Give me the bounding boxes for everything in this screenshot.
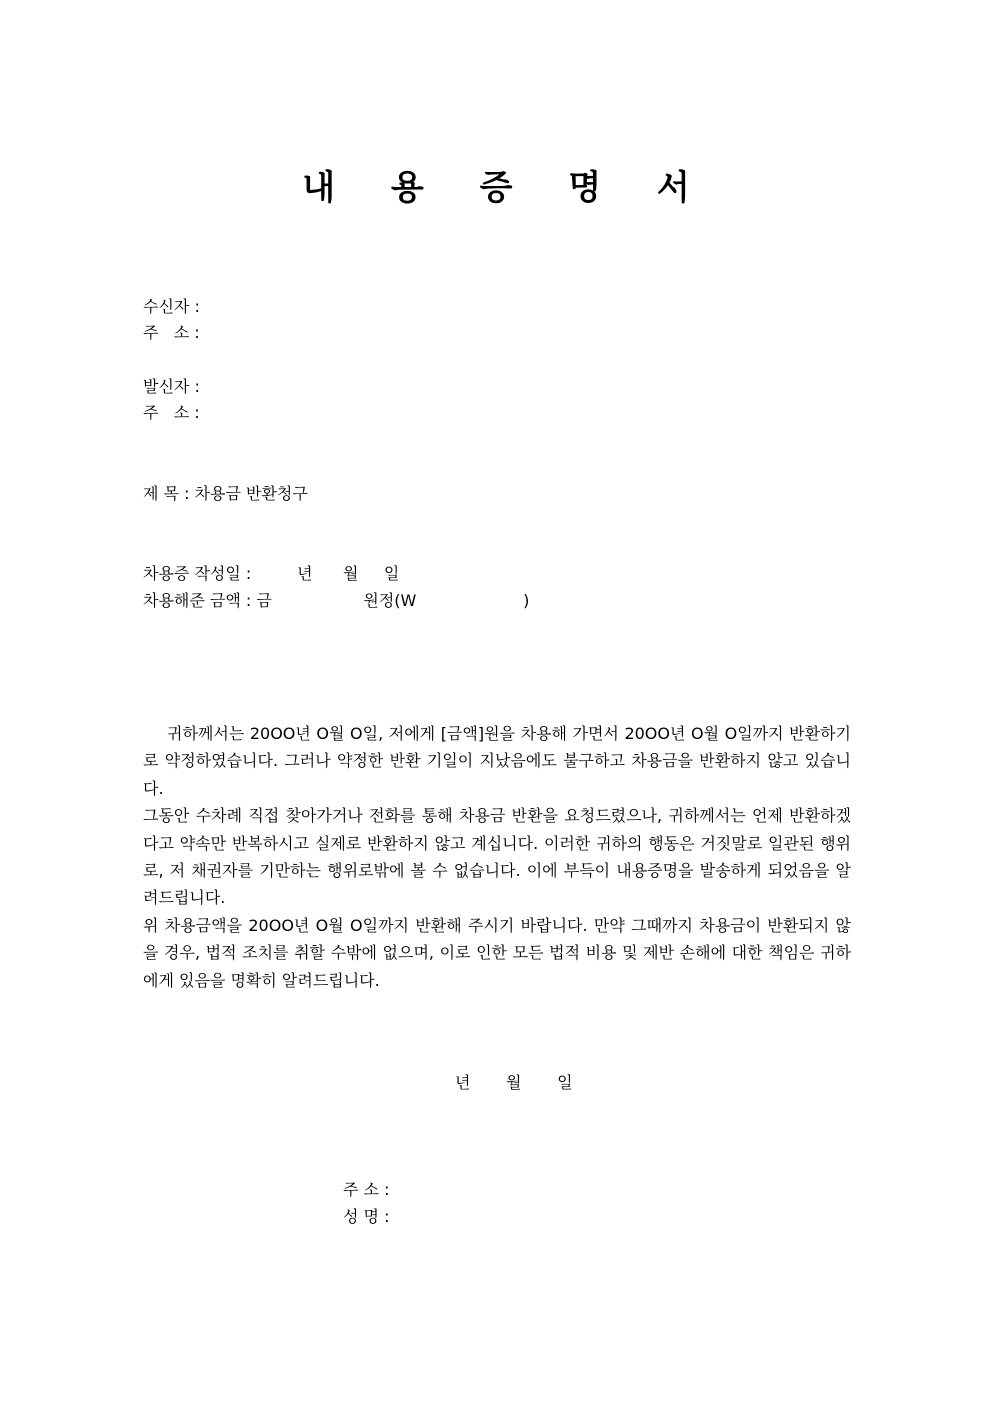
document-title: 내 용 증 명 서 bbox=[302, 168, 712, 208]
closing-date-line: 년 월 일 bbox=[455, 1073, 573, 1092]
body-text bbox=[143, 720, 851, 994]
body-paragraph-1: 귀하께서는 20OO년 O월 O일, 저에게 [금액]원을 차용해 가면서 20OO년 O월 O일까지 반환하기로 약정하였습니다. 그러나 약정한 반환 기일이 지났음에도 불구하고 차용금을 반환하지 않고 있습니다. bbox=[143, 724, 851, 798]
recipient-address-label: 주 소 : bbox=[143, 323, 200, 342]
body-paragraph-2: 그동안 수차례 직접 찾아가거나 전화를 통해 차용금 반환을 요청드렸으나, 귀하께서는 언제 반환하겠다고 약속만 반복하시고 실제로 반환하지 않고 계십니다. 이러한 귀하의 행동은 거짓말로 일관된 행위로, 저 채권자를 기만하는 행위로밖에 볼 수 없습니다. 이에 부득이 내용증명을 발송하게 되었음을 알려드립니다. bbox=[143, 806, 851, 908]
body-paragraph-3: 위 차용금액을 20OO년 O월 O일까지 반환해 주시기 바랍니다. 만약 그때까지 차용금이 반환되지 않을 경우, 법적 조치를 취할 수밖에 없으며, 이로 인한 모든 법적 비용 및 제반 손해에 대한 책임은 귀하에게 있음을 명확히 알려드립니다. bbox=[143, 915, 851, 990]
sender-label: 발신자 : bbox=[143, 377, 200, 396]
signature-address-label: 주 소 : bbox=[343, 1180, 390, 1199]
subject-line: 제 목 : 차용금 반환청구 bbox=[143, 484, 308, 503]
recipient-label: 수신자 : bbox=[143, 297, 200, 316]
loan-date-line: 차용증 작성일 : 년 월 일 bbox=[143, 564, 400, 583]
signature-name-label: 성 명 : bbox=[343, 1207, 390, 1226]
sender-address-label: 주 소 : bbox=[143, 403, 200, 422]
loan-amount-line: 차용해준 금액 : 금 원정(W ) bbox=[143, 591, 530, 610]
